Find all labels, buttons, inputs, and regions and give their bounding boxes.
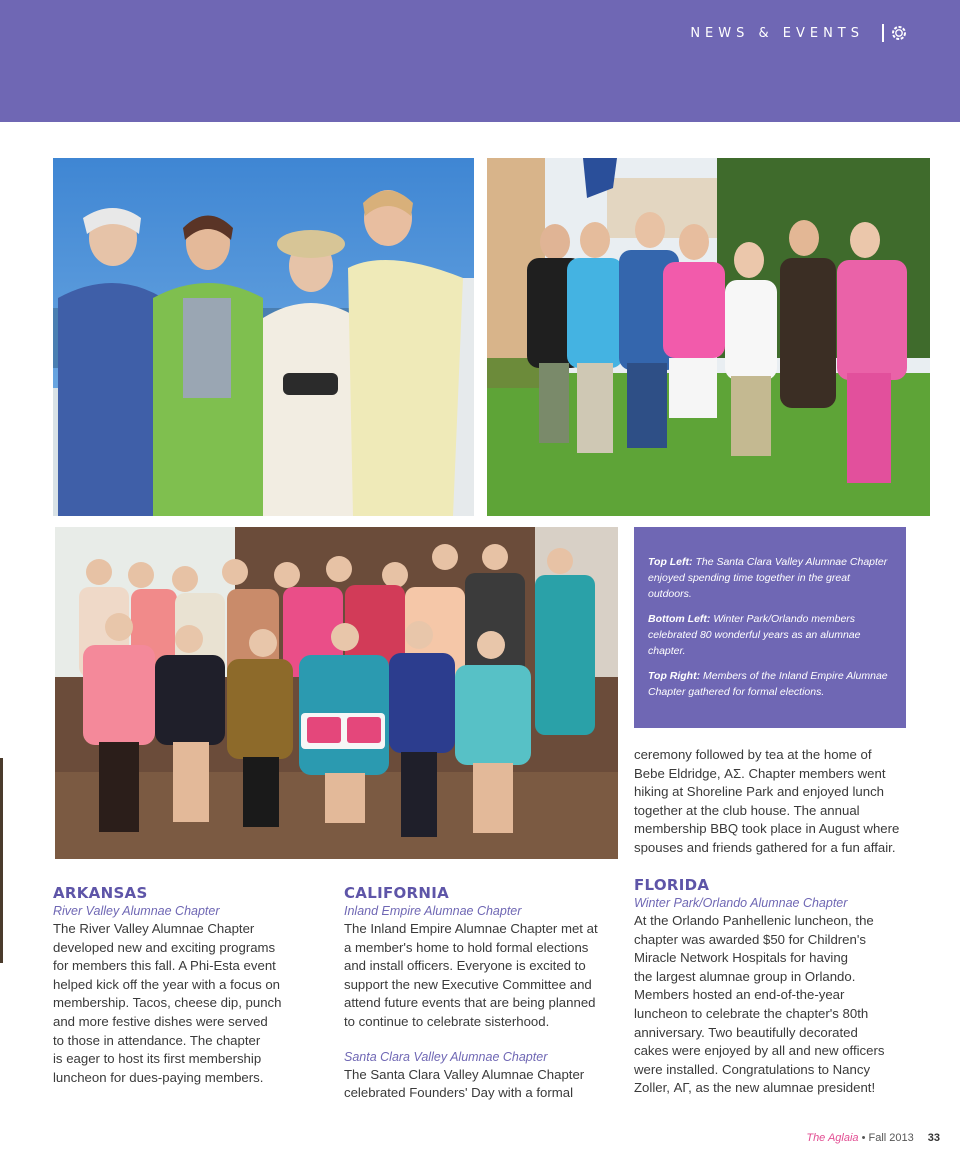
caption-bottom-left: Bottom Left: Winter Park/Orlando members celebrated 80 wonderful years as an alumnae chapter. [648,613,861,657]
page-number: 33 [927,1132,940,1144]
header-divider [882,24,884,42]
florida-body: At the Orlando Panhellenic luncheon, the chapter was awarded $50 for Children's Miracle Network Hospitals for having the largest alumnae group in Orlando. Members hosted an end-of-the-year luncheon to celebrate the chapter's 80th anniversary. Two beautifully decorated cakes were enjoyed by all and new officers were installed. Congratulations to Nancy Zoller, ΑΓ, as the new alumnae president! [634,913,885,1096]
chapter-name-river-valley: River Valley Alumnae Chapter [53,904,220,918]
inland-empire-body: The Inland Empire Alumnae Chapter met at a member's home to hold formal elections and install officers. Everyone is excited to support the new Executive Committee and attend future events that are being planned to continue to celebrate sisterhood. [344,921,598,1029]
arkansas-body: The River Valley Alumnae Chapter developed new and exciting programs for members this fall. A Phi-Esta event helped kick off the year with a focus on membership. Tacos, cheese dip, punch and more festive dishes were served to those in attendance. The chapter is eager to host its first membership luncheon for dues-paying members. [53,921,282,1085]
photo-caption-box [634,527,906,728]
santa-clara-body: The Santa Clara Valley Alumnae Chapter celebrated Founders' Day with a formal [344,1066,585,1101]
photo-bottom-left [55,527,618,859]
chapter-name-inland-empire: Inland Empire Alumnae Chapter [344,904,522,918]
chapter-name-santa-clara: Santa Clara Valley Alumnae Chapter [344,1049,548,1064]
state-heading-california: CALIFORNIA [344,884,450,902]
state-heading-arkansas: ARKANSAS [53,884,148,902]
santa-clara-continued: ceremony followed by tea at the home of Bebe Eldridge, ΑΣ. Chapter members went hiking at Shoreline Park and enjoyed lunch together at the club house. The annual membership BBQ took place in August where spouses and friends gathered for a fun affair. [634,747,900,855]
section-label: NEWS & EVENTS [690,26,864,41]
state-heading-florida: FLORIDA [634,876,710,894]
arkansas-column [53,883,323,1087]
photo-top-right [487,158,930,516]
florida-column [634,875,924,1098]
page-edge-mark [0,758,3,963]
chapter-name-winter-park-orlando: Winter Park/Orlando Alumnae Chapter [634,896,848,910]
photo-top-left [53,158,474,516]
issue-label: • Fall 2013 [858,1132,914,1144]
sunburst-logo-icon [890,24,908,42]
publication-name: The Aglaia [806,1132,859,1144]
california-column [344,883,614,1103]
page-footer [806,1132,940,1144]
caption-top-left: Top Left: The Santa Clara Valley Alumnae Chapter enjoyed spending time together in the great outdoors. [648,556,888,600]
caption-top-right: Top Right: Members of the Inland Empire Alumnae Chapter gathered for formal elections. [648,670,888,698]
header-bar [0,0,960,122]
